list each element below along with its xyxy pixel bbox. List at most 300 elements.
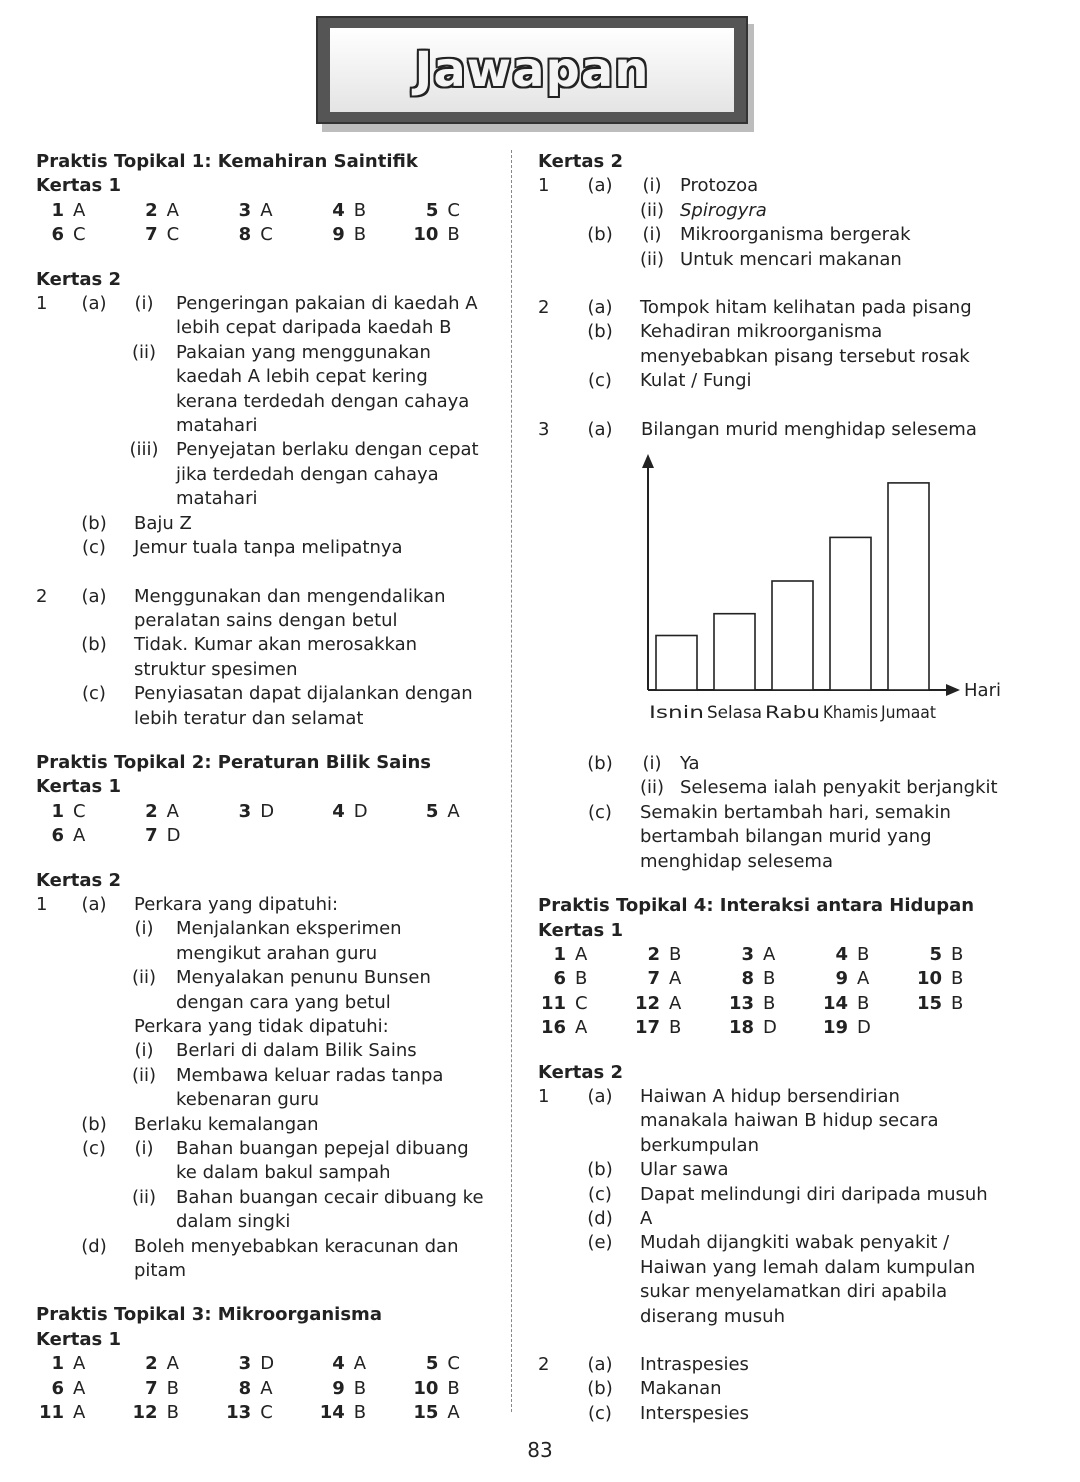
answer-text: pitam [134, 1260, 187, 1282]
mcq-number: 16 [540, 1017, 566, 1039]
mcq-answer [130, 199, 224, 223]
mcq-answer [538, 943, 632, 967]
mcq-number: 6 [51, 224, 64, 246]
answer-question-3 [538, 418, 1008, 874]
mcq-answer [632, 943, 726, 967]
mcq-choice: A [857, 968, 870, 990]
mcq-choice: D [857, 1017, 871, 1039]
mcq-choice: A [73, 1353, 86, 1375]
mcq-number: 5 [929, 943, 942, 965]
mcq-choice: C [260, 224, 273, 246]
mcq-choice: A [260, 1377, 273, 1399]
mcq-number: 2 [647, 943, 660, 965]
mcq-choice: B [353, 224, 367, 246]
bar [656, 636, 697, 691]
mcq-choice: C [73, 224, 86, 246]
answer-text: A [640, 1207, 653, 1229]
mcq-number: 2 [145, 1353, 158, 1375]
mcq-answer [914, 992, 1008, 1016]
x-axis-label: Hari [964, 680, 1001, 702]
subpart-label: (ii) [131, 967, 157, 989]
part-label: (a) [81, 893, 107, 915]
answer-text: Protozoa [680, 175, 759, 197]
bar [772, 581, 813, 690]
question-number: 2 [36, 585, 48, 607]
subpart-label: (i) [134, 1138, 154, 1160]
part-label: (b) [587, 1378, 613, 1400]
mcq-number: 1 [553, 943, 566, 965]
kertas-1-heading: Kertas 1 [36, 175, 121, 197]
answer-text: kebenaran guru [176, 1089, 319, 1111]
mcq-answer [410, 223, 504, 247]
mcq-choice: C [447, 199, 460, 221]
question-number: 1 [538, 1085, 550, 1107]
answer-text: Spirogyra [680, 199, 767, 221]
mcq-choice: B [575, 968, 588, 990]
answer-text: Intraspesies [640, 1354, 749, 1375]
mcq-answer [317, 199, 411, 223]
mcq-answer [223, 1401, 317, 1425]
answer-text: Tompok hitam kelihatan pada pisang [640, 297, 972, 319]
mcq-answer [223, 1352, 317, 1376]
mcq-choice: D [260, 800, 275, 822]
answer-text: lebih teratur dan selamat [134, 707, 364, 729]
bar [714, 614, 755, 690]
mcq-answer [632, 992, 726, 1016]
mcq-answer [36, 1352, 130, 1376]
mcq-answer [632, 967, 726, 991]
answer-text: Ular sawa [640, 1159, 729, 1181]
topic-2-section [36, 751, 504, 1284]
mcq-answer [223, 199, 317, 223]
mcq-answer [317, 1377, 411, 1401]
mcq-number: 7 [145, 825, 158, 847]
bar [888, 483, 929, 690]
mcq-answer [317, 223, 411, 247]
mcq-choice: A [166, 800, 179, 822]
mcq-answer [632, 1016, 726, 1040]
mcq-number: 15 [916, 992, 942, 1014]
answer-text: struktur spesimen [134, 658, 298, 680]
answer-text: Baju Z [134, 512, 192, 534]
mcq-answer [820, 1016, 914, 1040]
mcq-choice: A [260, 199, 273, 221]
topic-3-section [36, 1303, 504, 1425]
mcq-number: 14 [822, 992, 848, 1014]
part-label: (b) [587, 753, 613, 775]
mcq-answer [914, 967, 1008, 991]
kertas-2-heading: Kertas 2 [538, 151, 623, 172]
mcq-choice: A [575, 1017, 588, 1039]
mcq-number: 9 [332, 1377, 345, 1399]
mcq-answer [726, 992, 820, 1016]
page-title: Jawapan [414, 42, 650, 98]
right-column [538, 150, 1008, 1426]
subpart-label: (i) [642, 175, 662, 197]
part-label: (a) [587, 297, 613, 319]
mcq-choice: D [763, 1017, 777, 1039]
kertas-2-heading: Kertas 2 [36, 869, 121, 891]
mcq-answer [410, 1377, 504, 1401]
x-axis-arrow [946, 684, 960, 696]
mcq-answer [223, 1377, 317, 1401]
answer-text: berkumpulan [640, 1134, 759, 1156]
chart-title: Bilangan murid menghidap selesema [641, 418, 977, 440]
mcq-number: 4 [332, 1353, 345, 1375]
kertas-1-heading: Kertas 1 [36, 776, 121, 798]
answer-text: Ya [680, 753, 700, 775]
mcq-choice: B [669, 1017, 682, 1039]
part-label: (c) [82, 537, 106, 559]
mcq-choice: B [951, 968, 964, 990]
x-tick-label: Isnin [649, 703, 704, 724]
answer-text: jika terdedah dengan cahaya [176, 463, 439, 485]
mcq-choice: D [353, 800, 368, 822]
mcq-number: 11 [540, 992, 566, 1014]
mcq-number: 12 [132, 1402, 158, 1424]
mcq-number: 10 [916, 968, 942, 990]
subpart-label: (ii) [131, 1186, 157, 1208]
answer-text: Jemur tuala tanpa melipatnya [134, 537, 403, 559]
mcq-answer [36, 1377, 130, 1401]
mcq-choice: B [447, 224, 460, 246]
answer-text: Penyiasatan dapat dijalankan dengan [134, 683, 473, 705]
answer-question-2 [538, 296, 1008, 394]
x-tick-label: Jumaat [880, 703, 937, 724]
mcq-answer [538, 967, 632, 991]
answer-question-1 [36, 292, 504, 560]
mcq-number: 1 [51, 800, 64, 822]
answer-text: matahari [176, 488, 258, 510]
answer-text: Selesema ialah penyakit berjangkit [680, 777, 998, 799]
mcq-number: 10 [413, 224, 439, 246]
mcq-number: 4 [835, 943, 848, 965]
mcq-number: 8 [238, 1377, 252, 1399]
part-label: (a) [81, 585, 107, 607]
topic-heading: Praktis Topikal 3: Mikroorganisma [36, 1304, 382, 1326]
subpart-label: (ii) [639, 777, 665, 799]
mcq-choice: A [73, 1377, 86, 1399]
topic-1-section [36, 150, 504, 731]
mcq-answer [538, 1016, 632, 1040]
answer-text: Kulat / Fungi [640, 370, 752, 392]
mcq-number: 12 [634, 992, 660, 1014]
mcq-number: 7 [647, 968, 660, 990]
mcq-grid [36, 1352, 504, 1425]
mcq-answer [130, 1377, 224, 1401]
mcq-answer [36, 199, 130, 223]
mcq-answer [410, 1401, 504, 1425]
topic-3-kertas-2-section [538, 150, 1008, 874]
mcq-choice: C [447, 1353, 460, 1375]
answer-text: kaedah A lebih cepat kering [176, 366, 428, 388]
answer-text: Berlari di dalam Bilik Sains [176, 1040, 417, 1062]
mcq-choice: B [951, 943, 964, 965]
part-label: (d) [587, 1207, 613, 1229]
part-label: (b) [587, 1159, 613, 1181]
answer-text: Interspesies [640, 1402, 749, 1424]
part-label: (b) [587, 224, 613, 246]
part-label: (c) [588, 801, 612, 823]
answer-text: Semakin bertambah hari, semakin [640, 801, 951, 823]
answer-text: Kehadiran mikroorganisma [640, 321, 883, 343]
mcq-answer [410, 1352, 504, 1376]
answer-text: Pakaian yang menggunakan [176, 341, 431, 363]
answer-text: Dapat melindungi diri daripada musuh [640, 1183, 988, 1205]
answer-text: mengikut arahan guru [176, 942, 378, 964]
topic-4-section [538, 894, 1008, 1426]
answer-text: Untuk mencari makanan [680, 248, 902, 270]
mcq-answer [223, 800, 317, 824]
part-label: (a) [587, 1085, 613, 1107]
mcq-choice: A [73, 199, 86, 221]
part-label: (e) [587, 1232, 613, 1254]
column-divider [511, 150, 512, 1412]
mcq-grid [36, 199, 504, 248]
mcq-number: 19 [822, 1017, 848, 1039]
mcq-choice: B [951, 992, 964, 1014]
bar [830, 537, 871, 690]
mcq-number: 13 [226, 1402, 252, 1424]
mcq-choice: B [857, 943, 870, 965]
answer-question-1 [538, 1085, 1008, 1329]
mcq-answer [914, 943, 1008, 967]
answer-text: menghidap selesema [640, 850, 833, 872]
answer-text: Perkara yang dipatuhi: [134, 893, 339, 915]
kertas-2-heading: Kertas 2 [36, 268, 121, 290]
mcq-choice: A [73, 825, 86, 847]
mcq-choice: B [353, 199, 367, 221]
answer-text: Boleh menyebabkan keracunan dan [134, 1235, 459, 1257]
mcq-answer [317, 1352, 411, 1376]
mcq-number: 14 [319, 1402, 345, 1424]
answer-text: lebih cepat daripada kaedah B [176, 317, 452, 339]
mcq-number: 18 [728, 1017, 754, 1039]
mcq-number: 9 [332, 224, 345, 246]
mcq-number: 3 [238, 1353, 252, 1375]
left-column [36, 150, 504, 1446]
answer-text: Penyejatan berlaku dengan cepat [176, 439, 479, 461]
mcq-answer [36, 223, 130, 247]
subpart-label: (i) [134, 918, 154, 940]
mcq-choice: A [73, 1402, 86, 1424]
mcq-number: 8 [741, 968, 754, 990]
answer-text: Menyalakan penunu Bunsen [176, 967, 431, 989]
part-label: (d) [81, 1235, 107, 1257]
answer-text: Haiwan A hidup bersendirian [640, 1085, 900, 1107]
answer-question-1 [36, 893, 504, 1284]
question-number: 2 [538, 1354, 550, 1375]
mcq-number: 1 [51, 199, 64, 221]
topic-heading: Praktis Topikal 2: Peraturan Bilik Sains [36, 751, 432, 773]
answer-text: Tidak. Kumar akan merosakkan [134, 634, 418, 656]
mcq-choice: A [575, 943, 588, 965]
part-label: (b) [81, 1113, 107, 1135]
mcq-choice: A [669, 968, 682, 990]
answer-text: Pengeringan pakaian di kaedah A [176, 293, 478, 315]
mcq-answer [36, 800, 130, 824]
mcq-number: 5 [425, 800, 439, 822]
mcq-number: 3 [238, 199, 252, 221]
mcq-choice: C [73, 800, 86, 822]
subpart-label: (i) [134, 293, 154, 315]
mcq-choice: A [763, 943, 776, 965]
answer-text: ke dalam bakul sampah [176, 1162, 391, 1184]
mcq-number: 17 [634, 1017, 660, 1039]
mcq-choice: C [166, 224, 180, 246]
mcq-answer [820, 967, 914, 991]
mcq-number: 9 [835, 968, 848, 990]
mcq-answer [410, 800, 504, 824]
subpart-label: (i) [642, 224, 662, 246]
mcq-answer [317, 800, 411, 824]
mcq-answer [726, 943, 820, 967]
part-label: (a) [587, 1354, 613, 1375]
part-label: (a) [587, 175, 613, 197]
mcq-number: 7 [145, 1377, 158, 1399]
mcq-choice: B [669, 943, 682, 965]
mcq-choice: B [857, 992, 870, 1014]
subpart-label: (ii) [131, 341, 157, 363]
mcq-answer [130, 223, 224, 247]
mcq-number: 6 [553, 968, 566, 990]
subpart-label: (ii) [131, 1064, 157, 1086]
subpart-label: (iii) [129, 439, 159, 461]
answer-text: Mudah dijangkiti wabak penyakit / [640, 1232, 950, 1254]
answer-question-2 [36, 585, 504, 731]
part-label: (c) [588, 370, 612, 392]
mcq-choice: C [575, 992, 588, 1014]
mcq-number: 13 [728, 992, 754, 1014]
mcq-choice: B [447, 1377, 460, 1399]
y-axis-arrow [642, 454, 654, 468]
mcq-choice: D [166, 825, 181, 847]
bar-chart-svg [538, 442, 1008, 752]
topic-heading: Praktis Topikal 4: Interaksi antara Hidupan [538, 895, 975, 917]
answer-text: menyebabkan pisang tersebut rosak [640, 345, 970, 367]
mcq-answer [410, 199, 504, 223]
mcq-number: 4 [332, 800, 345, 822]
mcq-number: 3 [741, 943, 754, 965]
mcq-answer [317, 1401, 411, 1425]
answer-text: dalam singki [176, 1211, 291, 1233]
answer-question-1 [538, 174, 1008, 272]
mcq-choice: D [260, 1353, 275, 1375]
mcq-choice: B [763, 992, 776, 1014]
kertas-1-heading: Kertas 1 [36, 1328, 121, 1350]
question-number: 1 [538, 175, 550, 197]
mcq-number: 2 [145, 800, 158, 822]
answer-text: Bahan buangan cecair dibuang ke [176, 1186, 484, 1208]
mcq-answer [726, 1016, 820, 1040]
answer-text: Membawa keluar radas tanpa [176, 1064, 444, 1086]
mcq-answer [130, 1401, 224, 1425]
part-label: (a) [81, 293, 107, 315]
mcq-choice: B [166, 1402, 179, 1424]
question-number: 1 [36, 893, 48, 915]
mcq-number: 11 [38, 1402, 64, 1424]
mcq-number: 5 [425, 1353, 439, 1375]
part-label: (a) [587, 418, 613, 440]
mcq-answer [820, 943, 914, 967]
mcq-answer [130, 1352, 224, 1376]
answer-text: Bahan buangan pepejal dibuang [176, 1138, 469, 1160]
answer-text: matahari [176, 415, 258, 437]
mcq-answer [726, 967, 820, 991]
x-tick-label: Selasa [707, 703, 762, 724]
answer-text: Mikroorganisma bergerak [680, 224, 911, 246]
part-label: (c) [588, 1183, 612, 1205]
mcq-number: 10 [413, 1377, 439, 1399]
answer-text: manakala haiwan B hidup secara [640, 1110, 939, 1132]
part-label: (c) [588, 1402, 612, 1424]
topic-heading: Praktis Topikal 1: Kemahiran Saintifik [36, 151, 418, 172]
bar-chart [538, 442, 1008, 752]
mcq-answer [36, 1401, 130, 1425]
subpart-label: (ii) [639, 248, 665, 270]
mcq-answer [130, 800, 224, 824]
part-label: (b) [81, 634, 107, 656]
page-number: 83 [527, 1438, 553, 1462]
mcq-number: 5 [425, 199, 439, 221]
mcq-number: 6 [51, 825, 64, 847]
answer-text: Menggunakan dan mengendalikan [134, 585, 446, 607]
subpart-label: (i) [642, 753, 662, 775]
mcq-choice: A [166, 1353, 179, 1375]
mcq-choice: B [166, 1377, 179, 1399]
mcq-number: 4 [332, 199, 345, 221]
question-number: 2 [538, 297, 550, 319]
mcq-answer [223, 223, 317, 247]
answer-text: bertambah bilangan murid yang [640, 826, 932, 848]
x-tick-label: Rabu [765, 703, 820, 724]
part-label: (c) [82, 683, 106, 705]
answer-text: diserang musuh [640, 1305, 786, 1327]
mcq-choice: A [447, 800, 460, 822]
mcq-number: 2 [145, 199, 158, 221]
answer-question-2 [538, 1353, 1008, 1426]
mcq-number: 1 [51, 1353, 64, 1375]
question-number: 3 [538, 418, 550, 440]
answer-text: Berlaku kemalangan [134, 1113, 319, 1135]
mcq-choice: A [166, 199, 179, 221]
mcq-number: 7 [145, 224, 158, 246]
mcq-answer [36, 824, 130, 848]
mcq-choice: A [353, 1353, 367, 1375]
mcq-choice: B [353, 1402, 367, 1424]
mcq-number: 8 [238, 224, 252, 246]
mcq-number: 6 [51, 1377, 64, 1399]
subpart-label: (i) [134, 1040, 154, 1062]
subpart-label: (ii) [639, 199, 665, 221]
mcq-choice: B [353, 1377, 367, 1399]
mcq-choice: C [260, 1402, 273, 1424]
x-tick-label: Khamis [823, 703, 879, 724]
kertas-2-heading: Kertas 2 [538, 1061, 623, 1083]
kertas-1-heading: Kertas 1 [538, 919, 623, 941]
answer-text: Perkara yang tidak dipatuhi: [134, 1016, 389, 1037]
answer-text: Menjalankan eksperimen [176, 918, 402, 940]
answer-text: kerana terdedah dengan cahaya [176, 390, 470, 412]
mcq-answer [130, 824, 224, 848]
answer-text: peralatan sains dengan betul [134, 609, 398, 631]
question-number: 1 [36, 293, 48, 315]
answer-text: Makanan [640, 1378, 722, 1400]
answer-text: dengan cara yang betul [176, 991, 391, 1013]
mcq-answer [820, 992, 914, 1016]
answer-text: sukar menyelamatkan diri apabila [640, 1281, 948, 1303]
part-label: (b) [587, 321, 613, 343]
